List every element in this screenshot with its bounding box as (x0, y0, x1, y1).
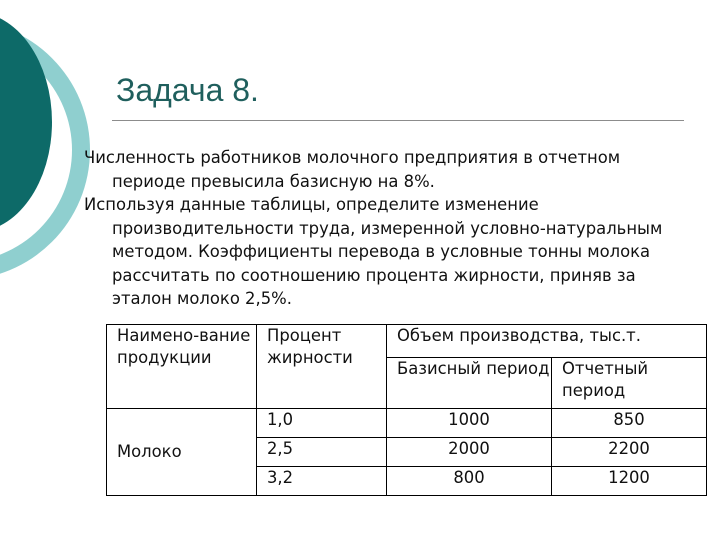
page-title: Задача 8. (116, 72, 259, 108)
report-value-cell: 850 (552, 409, 707, 438)
fat-cell: 2,5 (257, 438, 387, 467)
header-fat: Процент жирности (257, 325, 387, 409)
report-value-cell: 2200 (552, 438, 707, 467)
task-text (84, 146, 684, 311)
task-paragraph-1: Численность работников молочного предприятия в отчетном периоде превысила базисную на 8%. (84, 148, 621, 191)
fat-cell: 3,2 (257, 467, 387, 496)
task-paragraph-2: Используя данные таблицы, определите изменение производительности труда, измеренной условно-натуральным методом. Коэффициенты перевода в условные тонны молока рассчитать по соотношению процента жирности, приняв за эталон молоко 2,5%. (84, 195, 663, 308)
base-value-cell: 800 (387, 467, 552, 496)
title-divider (112, 120, 684, 121)
header-volume: Объем производства, тыс.т. (387, 325, 707, 358)
product-name: Молоко (107, 409, 257, 496)
header-report-period: Отчетный период (552, 358, 707, 409)
production-table (106, 324, 707, 496)
base-value-cell: 2000 (387, 438, 552, 467)
base-value-cell: 1000 (387, 409, 552, 438)
header-base-period: Базисный период (387, 358, 552, 409)
report-value-cell: 1200 (552, 467, 707, 496)
fat-cell: 1,0 (257, 409, 387, 438)
header-product: Наимено-вание продукции (107, 325, 257, 409)
